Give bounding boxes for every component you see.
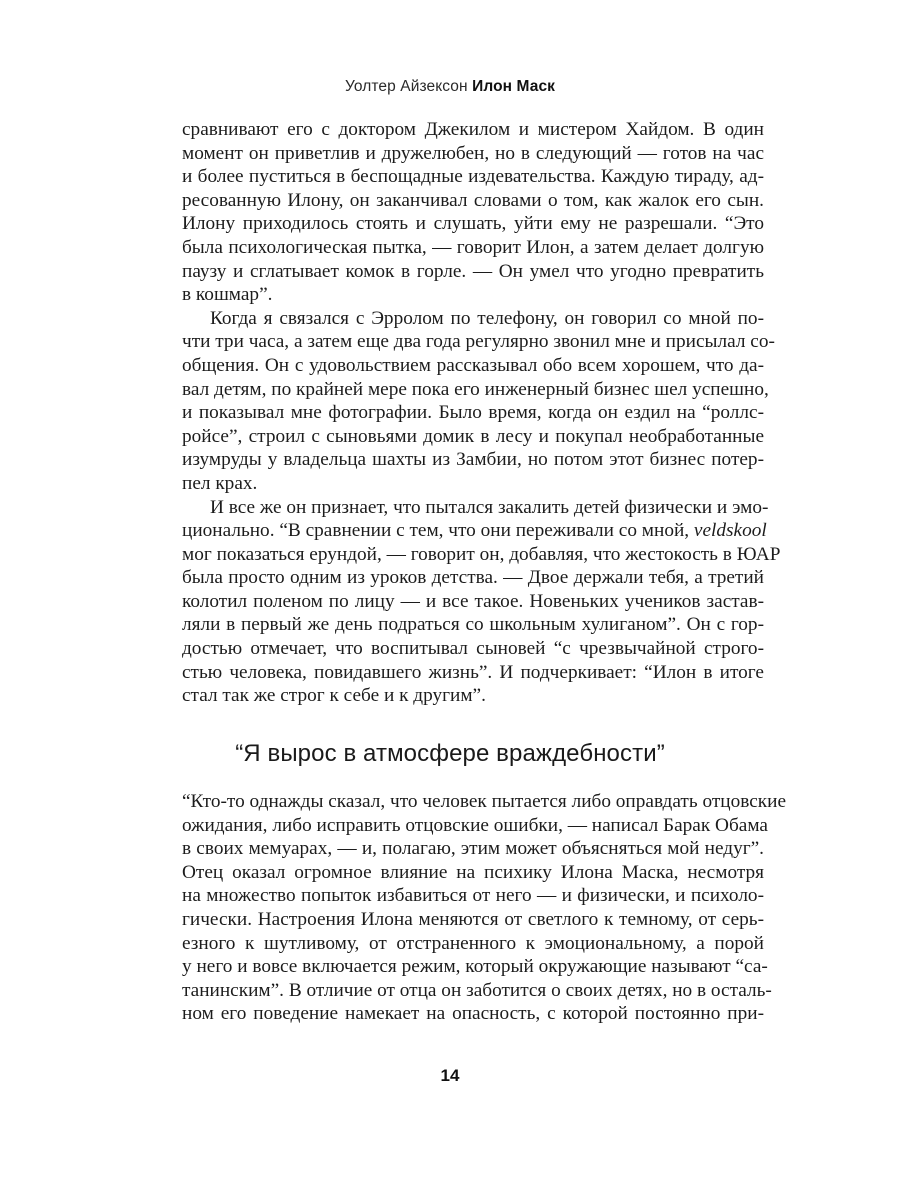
text-line: [182, 519, 767, 543]
text-line: чти три часа, а затем еще два года регулярно звонил мне и присылал со-: [182, 331, 775, 353]
text-line: танинским”. В отличие от отца он заботится о своих детях, но в осталь-: [182, 979, 772, 1001]
text-line: ляли в первый же день подраться со школьным хулиганом”. Он с гор-: [182, 614, 764, 636]
italic-term: veldskool: [693, 520, 767, 542]
paragraph: [182, 307, 775, 496]
text-line: ном его поведение намекает на опасность, с которой постоянно при-: [182, 1003, 764, 1025]
text-line: гически. Настроения Илона меняются от светлого к темному, от серь-: [182, 908, 764, 930]
text-fragment: ционально. “В сравнении с тем, что они переживали со мной,: [182, 520, 694, 542]
text-line: на множество попыток избавиться от него — и физически, и психоло-: [182, 885, 764, 907]
body-text-top: [182, 118, 781, 708]
text-line: в кошмар”.: [182, 284, 273, 306]
text-line: стью человека, повидавшего жизнь”. И подчеркивает: “Илон в итоге: [182, 661, 764, 683]
text-line: в своих мемуарах, — и, полагаю, этим может объясняться мой недуг”.: [182, 838, 764, 860]
text-line: пел крах.: [182, 472, 258, 494]
text-line: мог показаться ерундой, — говорит он, добавляя, что жестокость в ЮАР: [182, 543, 781, 565]
section-heading: “Я вырос в атмосфере враждебности”: [235, 740, 665, 767]
text-line: Когда я связался с Эрролом по телефону, он говорил со мной по-: [210, 307, 764, 329]
text-line: изумруды у владельца шахты из Замбии, но потом этот бизнес потер-: [182, 449, 764, 471]
text-line: езного к шутливому, от отстраненного к эмоциональному, а порой: [182, 932, 764, 954]
body-text-bottom: [182, 790, 787, 1026]
header-author: Уолтер Айзексон: [344, 78, 468, 95]
text-line: общения. Он с удовольствием рассказывал обо всем хорошем, что да-: [182, 354, 764, 376]
text-line: стал так же строг к себе и к другим”.: [182, 685, 486, 707]
paragraph: [182, 496, 781, 708]
text-line: сравнивают его с доктором Джекилом и мистером Хайдом. В один: [182, 119, 764, 140]
running-head: [0, 78, 900, 96]
paragraph: [182, 118, 764, 307]
text-line: ройсе”, строил с сыновьями домик в лесу и покупал необработанные: [182, 425, 764, 447]
text-line: была просто одним из уроков детства. — Двое держали тебя, а третий: [182, 567, 764, 589]
text-line: ожидания, либо исправить отцовские ошибки, — написал Барак Обама: [182, 814, 768, 836]
text-line: паузу и сглатывает комок в горле. — Он умел что угодно превратить: [182, 260, 764, 282]
text-line: И все же он признает, что пытался закалить детей физически и эмо-: [210, 496, 769, 518]
text-line: ресованную Илону, он заканчивал словами о том, как жалок его сын.: [182, 189, 764, 211]
text-line: колотил поленом по лицу — и все такое. Новеньких учеников застав-: [182, 590, 764, 612]
page-number: 14: [440, 1066, 460, 1085]
text-line: была психологическая пытка, — говорит Илон, а затем делает долгую: [182, 236, 764, 258]
text-line: момент он приветлив и дружелюбен, но в следующий — готов на час: [182, 142, 764, 164]
header-book-title: Илон Маск: [472, 78, 556, 95]
text-line: “Кто-то однажды сказал, что человек пытается либо оправдать отцовские: [182, 791, 787, 812]
text-line: и показывал мне фотографии. Было время, когда он ездил на “роллс-: [182, 402, 764, 424]
text-line: и более пуститься в беспощадные издевательства. Каждую тираду, ад-: [182, 166, 764, 188]
text-line: достью отмечает, что воспитывал сыновей “с чрезвычайной строго-: [182, 638, 764, 660]
text-line: Илону приходилось стоять и слушать, уйти ему не разрешали. “Это: [182, 213, 764, 235]
text-line: вал детям, по крайней мере пока его инженерный бизнес шел успешно,: [182, 378, 769, 400]
paragraph: [182, 790, 787, 1026]
text-line: Отец оказал огромное влияние на психику Илона Маска, несмотря: [182, 861, 764, 883]
text-line: у него и вовсе включается режим, который окружающие называют “са-: [182, 956, 768, 978]
